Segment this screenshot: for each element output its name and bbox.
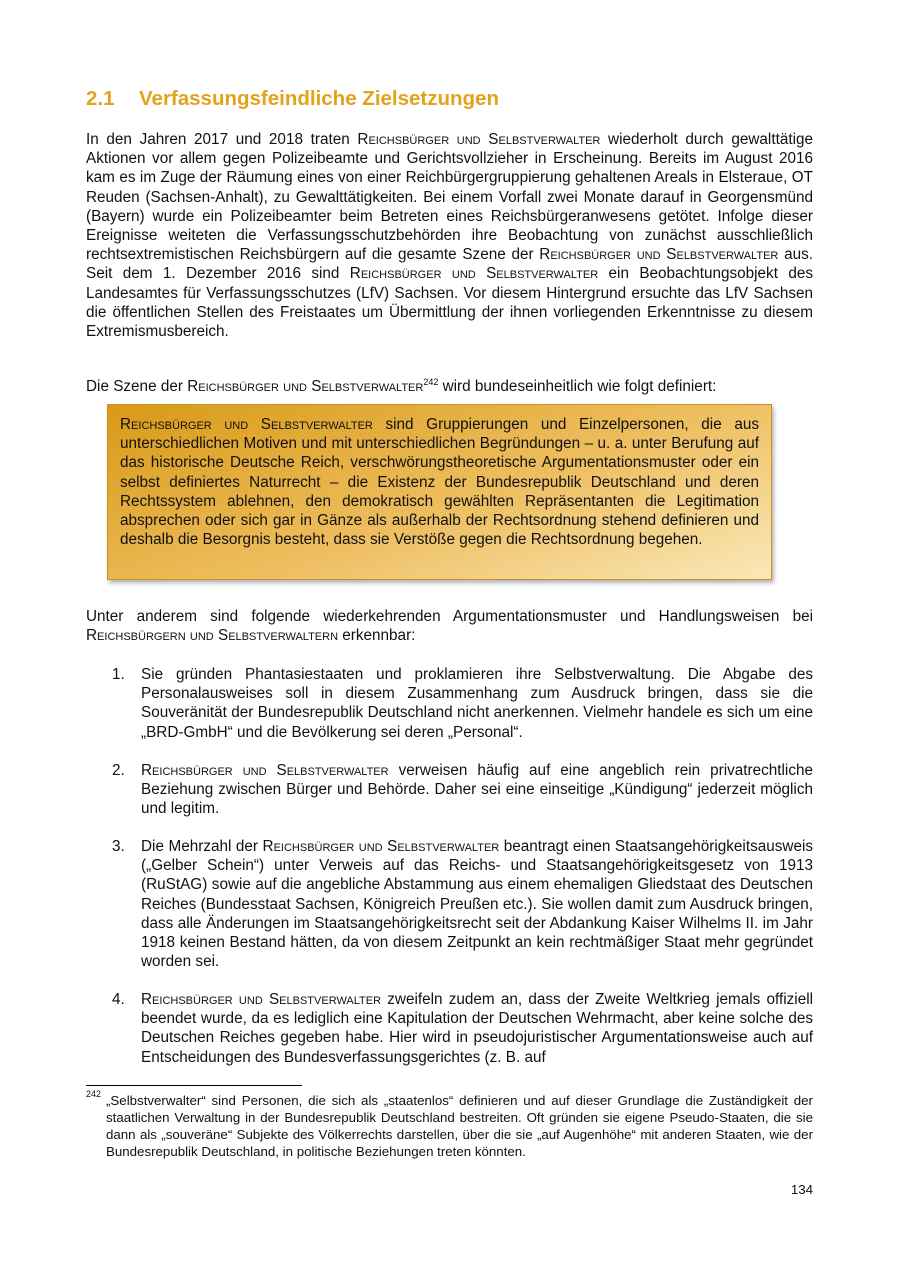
- text-run: wird bundeseinheitlich wie folgt definiert:: [438, 378, 717, 395]
- text-run: ein Beobachtungsobjekt des Landesamtes für Verfassungsschutzes (LfV) Sachsen. Vor diesem Hintergrund ersuchte das LfV Sachsen die öffentlichen Stellen des Freistaates um Übermittlung der ihnen vorliegenden Erkenntnisse zu diesem Extremismusbereich.: [86, 265, 813, 341]
- intro-paragraph: [86, 130, 813, 341]
- definition-intro-paragraph: [86, 377, 813, 396]
- text-run: Die Szene der: [86, 378, 188, 395]
- list-item-text: [141, 990, 813, 1067]
- list-item: [86, 837, 813, 971]
- list-item-text: [141, 761, 813, 819]
- term-small-caps: Reichsbürger und Selbstverwalter: [349, 265, 599, 283]
- term-small-caps: Reichsbürgern und Selbstverwaltern: [86, 627, 339, 645]
- text-run: wiederholt durch gewalttätige Aktionen vor allem gegen Polizeibeamte und Gerichtsvollzieher in Erscheinung. Bereits im August 2016 kam es im Zuge der Räumung eines von einer Reichbürgergruppierung gehaltenen Areals in Elsteraue, OT Reuden (Sachsen-Anhalt), zu Gewalttätigkeiten. Bei einem Vorfall zwei Monate darauf in Georgensmünd (Bayern) wurde ein Polizeibeamter beim Betreten eines Reichsbürgeranwesens getötet. Infolge dieser Ereignisse weiteten die Verfassungsschutzbehörden ihre Beobachtung von zunächst ausschließlich rechtsextremistischen Reichsbürgern auf die gesamte Szene der: [86, 131, 813, 264]
- list-item-text: [141, 665, 813, 742]
- term-small-caps: Reichsbürger und Selbstverwalter: [187, 378, 424, 395]
- section-heading: [86, 86, 499, 112]
- term-small-caps: Reichsbürger und Selbstverwalter: [357, 131, 601, 148]
- list-number: 2.: [112, 762, 125, 779]
- patterns-intro-paragraph: [86, 607, 813, 645]
- list-item: [86, 990, 813, 1067]
- section-number: 2.1: [86, 87, 115, 110]
- text-run: Unter anderem sind folgende wiederkehrenden Argumentationsmuster und Handlungsweisen bei: [86, 608, 813, 625]
- definition-text: [120, 415, 759, 549]
- term-small-caps: Reichsbürger und Selbstverwalter: [141, 762, 389, 779]
- text-run: Sie gründen Phantasiestaaten und proklamieren ihre Selbstverwaltung. Die Abgabe des Personalausweises soll in diesem Zusammenhang zum Ausdruck bringen, dass sie die Souveränität der Bundesrepublik Deutschland nicht anerkennen. Vielmehr handele es sich um eine „BRD-GmbH“ und die Bevölkerung sei deren „Personal“.: [141, 666, 813, 741]
- term-small-caps: Reichsbürger und Selbstverwalter: [120, 416, 373, 433]
- list-number: 4.: [112, 991, 125, 1008]
- footnote-ref-link[interactable]: 242: [423, 377, 439, 387]
- list-item: [86, 665, 813, 742]
- section-title: Verfassungsfeindliche Zielsetzungen: [139, 87, 499, 110]
- list-number: 3.: [112, 838, 125, 855]
- text-run: zweifeln zudem an, dass der Zweite Weltkrieg jemals offiziell beendet wurde, da es lediglich eine Kapitulation der Deutschen Wehrmacht, aber keine solche des Deutschen Reiches gegeben habe. Hier wird in pseudojuristischer Argumentationsweise auch auf Entscheidungen des Bundesverfassungsgerichtes (z. B. auf: [141, 991, 814, 1066]
- text-run: erkennbar:: [338, 627, 416, 645]
- term-small-caps: Reichsbürger und Selbstverwalter: [141, 991, 382, 1008]
- list-item: [86, 761, 813, 819]
- term-small-caps: Reichsbürger und Selbstverwalter: [539, 246, 779, 264]
- text-run: aus. Seit dem 1. Dezember 2016 sind: [86, 246, 814, 283]
- list-number: 1.: [112, 666, 125, 683]
- page-number: 134: [790, 1182, 813, 1197]
- list-item-text: [141, 837, 813, 971]
- definition-callout-box: [107, 404, 772, 580]
- text-run: sind Gruppierungen und Einzelpersonen, die aus unterschiedlichen Motiven und mit unterschiedlichen Begründungen – u. a. unter Berufung auf das historische Deutsche Reich, verschwörungstheoretische Argumentationsmuster oder ein selbst definiertes Naturrecht – die Existenz der Bundesrepublik Deutschland und deren Rechtssystem ablehnen, den demokratisch gewählten Repräsentanten die Legitimation absprechen oder sich gar in Gänze als außerhalb der Rechtsordnung stehend definieren und deshalb die Besorgnis besteht, dass sie Verstöße gegen die Rechtsordnung begehen.: [120, 416, 759, 549]
- footnote-text: [106, 1092, 813, 1160]
- footnote: [86, 1089, 813, 1160]
- text-run: verweisen häufig auf eine angeblich rein privatrechtliche Beziehung zwischen Bürger und Behörde. Daher sei eine einseitige „Kündigung“ jederzeit möglich und legitim.: [141, 762, 813, 818]
- text-run: „Selbstverwalter“ sind Personen, die sich als „staatenlos“ definieren und auf dieser Grundlage die Zuständigkeit der staatlichen Verwaltung in der Bundesrepublik Deutschland bestreiten. Oft gründen sie eigene Pseudo-Staaten, die sie dann als „souveräne“ Subjekte des Völkerrechts darstellen, über die sie „auf Augenhöhe“ mit anderen Staaten, wie der Bundesrepublik Deutschland, in politische Beziehungen treten könnten.: [106, 1093, 813, 1159]
- text-run: Die Mehrzahl der: [141, 838, 263, 855]
- text-run: beantragt einen Staatsangehörigkeitsausweis („Gelber Schein“) unter Verweis auf das Reichs- und Staatsangehörigkeitsgesetz von 1913 (RuStAG) sowie auf die angebliche Abstammung aus einem ehemaligen Gliedstaat des Deutschen Reiches (Bundesstaat Sachsen, Königreich Preußen etc.). Sie wollen damit zum Ausdruck bringen, dass alle Änderungen im Staatsangehörigkeitsrecht seit der Abdankung Kaiser Wilhelms II. im Jahr 1918 keinen Bestand hätten, da von diesem Zeitpunkt an kein rechtmäßiger Staat mehr gegründet worden sei.: [141, 838, 813, 971]
- footnote-divider: [86, 1085, 302, 1086]
- term-small-caps: Reichsbürger und Selbstverwalter: [262, 838, 500, 855]
- text-run: In den Jahren 2017 und 2018 traten: [86, 131, 358, 148]
- footnote-number: 242: [86, 1089, 102, 1099]
